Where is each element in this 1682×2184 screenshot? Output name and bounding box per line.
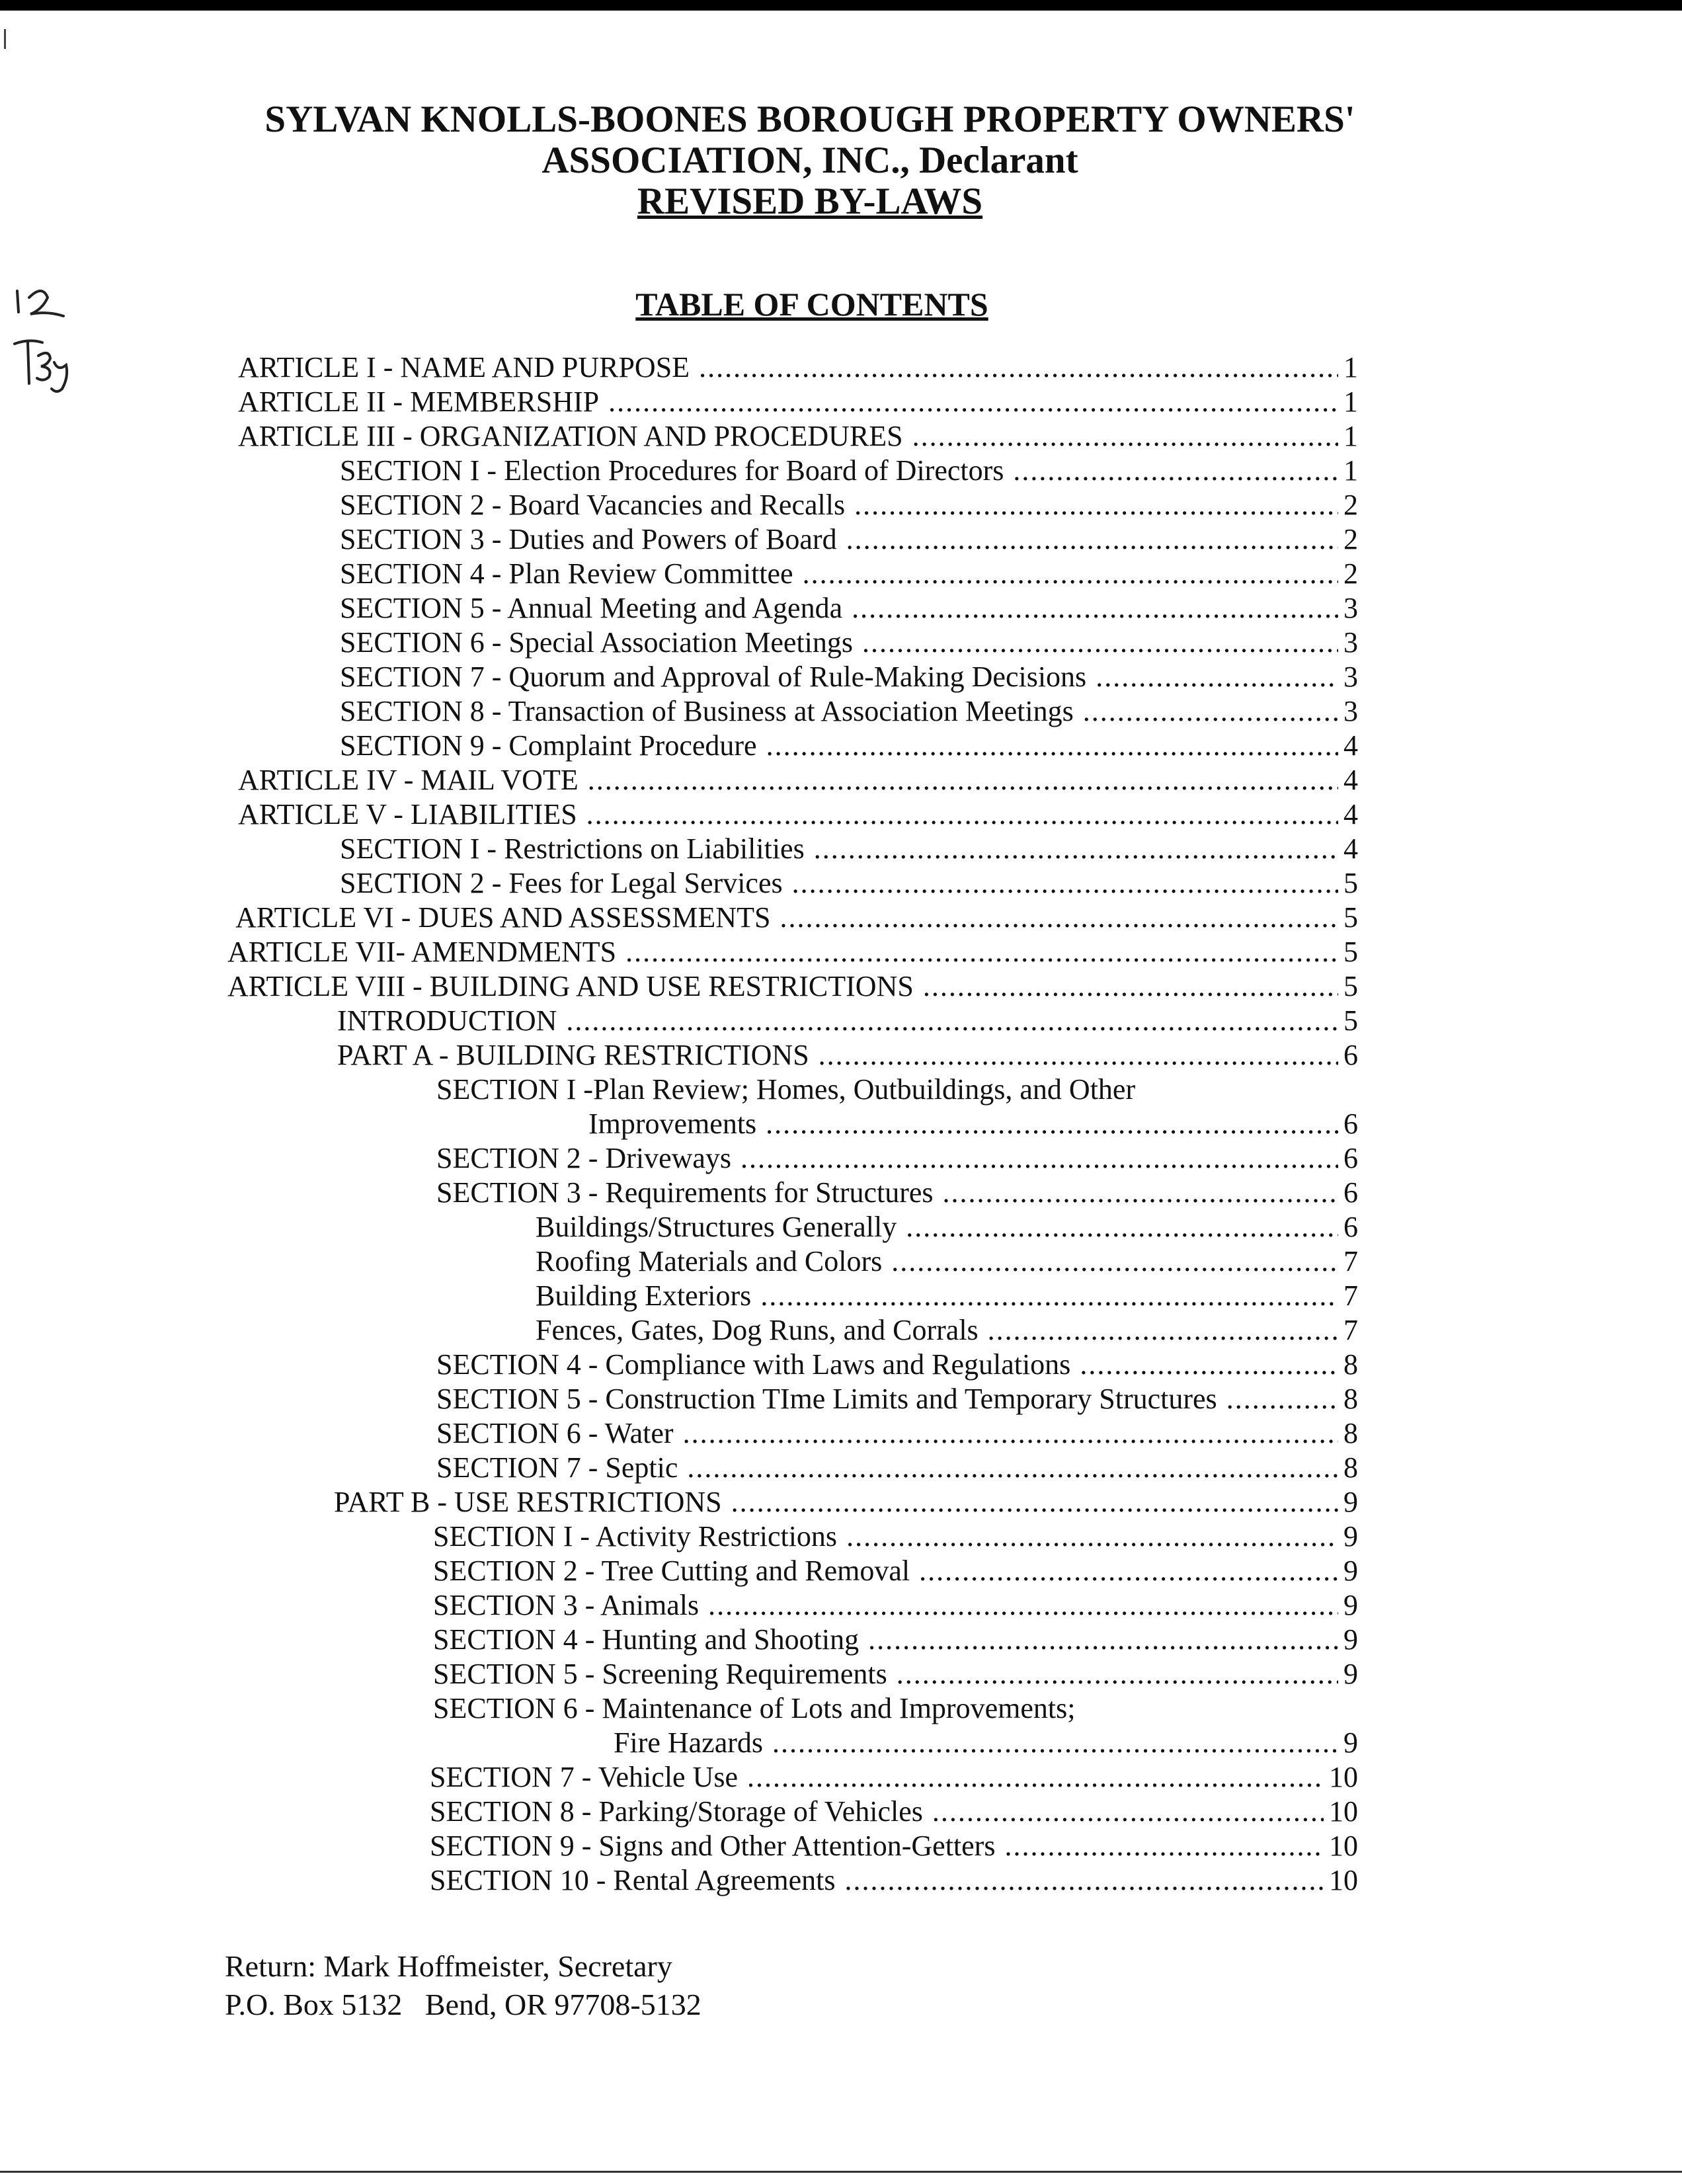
toc-entry	[433, 1554, 1358, 1588]
toc-page-number: 9	[1343, 1486, 1358, 1518]
toc-page-number: 4	[1343, 832, 1358, 865]
toc-leader-dots	[1226, 1382, 1338, 1416]
toc-page-number: 9	[1343, 1520, 1358, 1553]
toc-entry	[340, 694, 1358, 729]
toc-title: TABLE OF CONTENTS	[635, 286, 988, 323]
toc-page-number: 8	[1343, 1451, 1358, 1484]
toc-leader-dots	[814, 832, 1338, 866]
toc-entry-text: SECTION 6 - Special Association Meetings	[340, 626, 854, 659]
toc-leader-dots	[844, 1863, 1324, 1898]
toc-page-number: 5	[1343, 901, 1358, 934]
toc-entry-text: SECTION 5 - Construction TIme Limits and Temporary Structures	[436, 1383, 1217, 1415]
toc-entry	[430, 1863, 1358, 1898]
toc-entry	[340, 522, 1358, 557]
toc-entry	[238, 350, 1358, 385]
toc-entry-text: SECTION 2 - Fees for Legal Services	[340, 867, 783, 899]
toc-entry	[340, 729, 1358, 763]
toc-page-number: 9	[1343, 1726, 1358, 1759]
toc-page-number: 2	[1343, 523, 1358, 555]
toc-entry	[588, 1107, 1358, 1141]
return-line-1: Return: Mark Hoffmeister, Secretary	[225, 1949, 672, 1983]
toc-entry-text: SECTION 7 - Septic	[436, 1451, 678, 1484]
return-line-2: P.O. Box 5132 Bend, OR 97708-5132	[225, 1988, 701, 2021]
toc-entry	[430, 1829, 1358, 1863]
toc-page-number: 6	[1343, 1039, 1358, 1071]
toc-entry-text: SECTION 3 - Animals	[433, 1589, 700, 1621]
toc-leader-dots	[772, 1726, 1338, 1760]
toc-entry-text: SECTION I - Activity Restrictions	[433, 1520, 838, 1553]
toc-entry	[433, 1588, 1358, 1623]
toc-entry	[536, 1210, 1358, 1244]
toc-entry	[238, 797, 1358, 832]
toc-page-number: 1	[1343, 385, 1358, 418]
toc-page-number: 9	[1343, 1589, 1358, 1621]
toc-entry-text: PART A - BUILDING RESTRICTIONS	[337, 1039, 809, 1071]
toc-leader-dots	[943, 1176, 1338, 1210]
toc-leader-dots	[747, 1760, 1324, 1795]
scan-top-border	[0, 0, 1682, 11]
toc-entry	[337, 1038, 1358, 1072]
toc-page-number: 4	[1343, 729, 1358, 762]
toc-entry	[340, 866, 1358, 901]
toc-entry-text: ARTICLE IV - MAIL VOTE	[238, 764, 579, 796]
toc-page-number: 1	[1343, 351, 1358, 384]
toc-entry-text: SECTION 5 - Screening Requirements	[433, 1658, 887, 1690]
toc-entry-text: SECTION 4 - Hunting and Shooting	[433, 1623, 860, 1656]
toc-entry	[436, 1141, 1358, 1176]
toc-entry-text: SECTION I -Plan Review; Homes, Outbuildings, and Other	[436, 1073, 1136, 1106]
toc-leader-dots	[687, 1451, 1338, 1485]
toc-entry-text: SECTION 2 - Board Vacancies and Recalls	[340, 489, 846, 521]
toc-page-number: 9	[1343, 1555, 1358, 1587]
toc-page-number: 8	[1343, 1417, 1358, 1449]
toc-entry-text: SECTION 8 - Parking/Storage of Vehicles	[430, 1795, 923, 1828]
toc-page-number: 5	[1343, 867, 1358, 899]
toc-leader-dots	[923, 969, 1338, 1004]
toc-entry-text: Improvements	[588, 1108, 757, 1140]
toc-entry-text: SECTION 4 - Plan Review Committee	[340, 557, 793, 590]
toc-leader-dots	[1096, 660, 1338, 694]
toc-leader-dots	[1004, 1829, 1324, 1863]
toc-leader-dots	[932, 1795, 1324, 1829]
toc-leader-dots	[586, 797, 1338, 832]
toc-entry-text: ARTICLE II - MEMBERSHIP	[238, 385, 600, 418]
toc-page-number: 5	[1343, 936, 1358, 968]
toc-page-number: 3	[1343, 695, 1358, 727]
toc-entry-text: ARTICLE I - NAME AND PURPOSE	[238, 351, 690, 384]
toc-leader-dots	[731, 1485, 1338, 1519]
toc-page-number: 6	[1343, 1142, 1358, 1174]
toc-entry	[536, 1244, 1358, 1279]
toc-page-number: 3	[1343, 661, 1358, 693]
toc-page-number: 4	[1343, 798, 1358, 830]
toc-entry	[238, 419, 1358, 454]
toc-leader-dots	[766, 1107, 1338, 1141]
toc-leader-dots	[708, 1588, 1338, 1623]
toc-leader-dots	[891, 1244, 1338, 1279]
toc-leader-dots	[854, 488, 1338, 522]
toc-page-number: 10	[1329, 1761, 1358, 1793]
toc-page-number: 7	[1343, 1279, 1358, 1312]
toc-page-number: 5	[1343, 970, 1358, 1002]
toc-entry	[227, 969, 1358, 1004]
toc-leader-dots	[741, 1141, 1338, 1176]
toc-entry	[536, 1279, 1358, 1313]
toc-page-number: 8	[1343, 1348, 1358, 1381]
toc-entry-text: Fire Hazards	[614, 1726, 764, 1759]
header-line-3: REVISED BY-LAWS	[637, 181, 983, 222]
toc-entry-text: ARTICLE V - LIABILITIES	[238, 798, 577, 830]
toc-leader-dots	[588, 763, 1338, 797]
toc-entry	[235, 901, 1358, 935]
toc-page-number: 6	[1343, 1176, 1358, 1209]
toc-entry	[436, 1176, 1358, 1210]
toc-page-number: 6	[1343, 1108, 1358, 1140]
toc-page-number: 9	[1343, 1658, 1358, 1690]
toc-leader-dots	[846, 1519, 1338, 1554]
toc-entry-text: SECTION 2 - Tree Cutting and Removal	[433, 1555, 910, 1587]
toc-leader-dots	[760, 1279, 1338, 1313]
toc-entry-text: Building Exteriors	[536, 1279, 752, 1312]
toc-entry	[340, 832, 1358, 866]
toc-entry-text: SECTION 2 - Driveways	[436, 1142, 732, 1174]
toc-entry-text: SECTION 9 - Complaint Procedure	[340, 729, 757, 762]
toc-entry-text: SECTION 3 - Duties and Powers of Board	[340, 523, 837, 555]
toc-leader-dots	[1080, 1348, 1338, 1382]
toc-entry	[238, 763, 1358, 797]
toc-entry	[436, 1382, 1358, 1416]
toc-entry-text: SECTION I - Restrictions on Liabilities	[340, 832, 805, 865]
scan-bottom-border	[0, 2171, 1682, 2173]
toc-leader-dots	[792, 866, 1338, 901]
toc-leader-dots	[906, 1210, 1338, 1244]
scan-edge-mark	[4, 29, 6, 49]
toc-leader-dots	[862, 626, 1338, 660]
toc-entry-text: ARTICLE VII- AMENDMENTS	[227, 936, 617, 968]
toc-leader-dots	[1083, 694, 1338, 729]
toc-entry-text: INTRODUCTION	[337, 1004, 557, 1037]
toc-leader-dots	[766, 729, 1338, 763]
toc-page-number: 4	[1343, 764, 1358, 796]
toc-leader-dots	[566, 1004, 1338, 1038]
toc-entry	[430, 1795, 1358, 1829]
toc-page-number: 1	[1343, 454, 1358, 487]
toc-leader-dots	[683, 1416, 1338, 1451]
toc-entry-text: Buildings/Structures Generally	[536, 1211, 897, 1243]
toc-entry-text: ARTICLE VIII - BUILDING AND USE RESTRICTIONS	[227, 970, 914, 1002]
toc-page-number: 9	[1343, 1623, 1358, 1656]
toc-entry	[227, 935, 1358, 969]
toc-page-number: 3	[1343, 626, 1358, 659]
toc-page-number: 10	[1329, 1830, 1358, 1862]
toc-entry	[340, 454, 1358, 488]
toc-entry	[340, 488, 1358, 522]
toc-leader-dots	[919, 1554, 1338, 1588]
toc-entry	[436, 1348, 1358, 1382]
toc-entry	[430, 1760, 1358, 1795]
toc-entry	[340, 557, 1358, 591]
toc-entry-text: SECTION 9 - Signs and Other Attention-Getters	[430, 1830, 996, 1862]
toc-page-number: 6	[1343, 1211, 1358, 1243]
toc-leader-dots	[625, 935, 1338, 969]
toc-entry	[238, 385, 1358, 419]
toc-entry-text: SECTION 7 - Vehicle Use	[430, 1761, 738, 1793]
toc-page-number: 1	[1343, 420, 1358, 452]
toc-page-number: 5	[1343, 1004, 1358, 1037]
toc-leader-dots	[852, 591, 1338, 626]
toc-entry-text: SECTION 8 - Transaction of Business at Association Meetings	[340, 695, 1074, 727]
toc-entry-text: SECTION 6 - Water	[436, 1417, 674, 1449]
toc-page-number: 10	[1329, 1864, 1358, 1896]
toc-entry	[340, 626, 1358, 660]
toc-entry	[340, 660, 1358, 694]
toc-entry-text: Fences, Gates, Dog Runs, and Corrals	[536, 1314, 979, 1346]
toc-entry-text: PART B - USE RESTRICTIONS	[334, 1486, 722, 1518]
toc-leader-dots	[699, 350, 1338, 385]
toc-entry	[334, 1485, 1358, 1519]
toc-entry-text: ARTICLE III - ORGANIZATION AND PROCEDURES	[238, 420, 903, 452]
document-header	[0, 99, 1620, 222]
toc-entry	[340, 591, 1358, 626]
toc-leader-dots	[897, 1657, 1338, 1691]
toc-entry	[436, 1451, 1358, 1485]
toc-entry	[433, 1519, 1358, 1554]
toc-page-number: 7	[1343, 1245, 1358, 1277]
toc-leader-dots	[608, 385, 1338, 419]
toc-entry-text: SECTION 3 - Requirements for Structures	[436, 1176, 934, 1209]
toc-entry-text: SECTION 4 - Compliance with Laws and Regulations	[436, 1348, 1071, 1381]
toc-leader-dots	[819, 1038, 1338, 1072]
return-address	[225, 1947, 701, 2024]
toc-leader-dots	[803, 557, 1338, 591]
toc-entry-text: SECTION 6 - Maintenance of Lots and Improvements;	[433, 1692, 1076, 1724]
header-line-1: SYLVAN KNOLLS-BOONES BOROUGH PROPERTY OWNERS'	[264, 99, 1355, 140]
toc-entry-text: ARTICLE VI - DUES AND ASSESSMENTS	[235, 901, 771, 934]
toc-entry-text: SECTION 5 - Annual Meeting and Agenda	[340, 592, 843, 624]
toc-entry-text: SECTION 10 - Rental Agreements	[430, 1864, 836, 1896]
toc-leader-dots	[780, 901, 1338, 935]
toc-entry-text: SECTION 7 - Quorum and Approval of Rule-Making Decisions	[340, 661, 1087, 693]
toc-page-number: 2	[1343, 557, 1358, 590]
toc-leader-dots	[868, 1623, 1338, 1657]
toc-entry	[436, 1416, 1358, 1451]
toc-entry	[536, 1313, 1358, 1348]
toc-entry	[614, 1726, 1358, 1760]
toc-entry	[433, 1657, 1358, 1691]
toc-leader-dots	[846, 522, 1338, 557]
toc-page-number: 8	[1343, 1383, 1358, 1415]
toc-leader-dots	[912, 419, 1338, 454]
toc-entry-text: Roofing Materials and Colors	[536, 1245, 883, 1277]
toc-page-number: 3	[1343, 592, 1358, 624]
toc-entry	[433, 1623, 1358, 1657]
toc-leader-dots	[1013, 454, 1338, 488]
header-line-2: ASSOCIATION, INC., Declarant	[541, 140, 1078, 181]
toc-page-number: 7	[1343, 1314, 1358, 1346]
toc-entry	[337, 1004, 1358, 1038]
toc-page-number: 10	[1329, 1795, 1358, 1828]
toc-page-number: 2	[1343, 489, 1358, 521]
toc-entry-text: SECTION I - Election Procedures for Board of Directors	[340, 454, 1004, 487]
toc-leader-dots	[988, 1313, 1338, 1348]
